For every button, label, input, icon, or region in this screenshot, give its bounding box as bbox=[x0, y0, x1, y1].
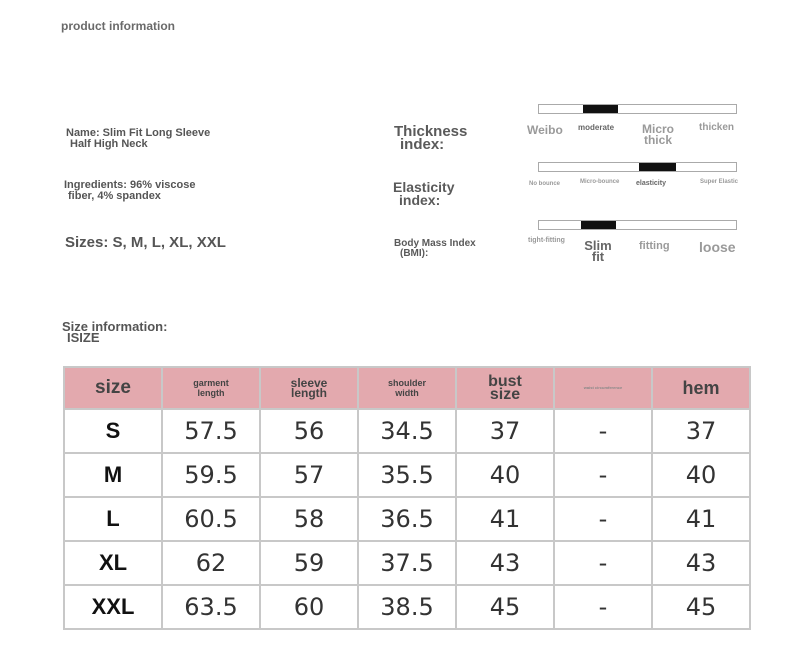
table-cell: - bbox=[554, 541, 652, 585]
thickness-label-line1: Thickness bbox=[394, 123, 468, 140]
thickness-option-thicken: thicken bbox=[699, 122, 735, 133]
table-cell: 40 bbox=[456, 453, 554, 497]
table-cell: 58 bbox=[260, 497, 358, 541]
size-label-cell: S bbox=[64, 409, 162, 453]
table-cell: 59.5 bbox=[162, 453, 260, 497]
elasticity-option-super-elastic: Super Elastic bbox=[700, 179, 739, 185]
size-table bbox=[63, 366, 751, 630]
bmi-scale-marker bbox=[581, 221, 616, 229]
bmi-label bbox=[394, 239, 476, 259]
thickness-option-micro-thick: Micro thick bbox=[641, 122, 674, 147]
table-row bbox=[64, 409, 750, 453]
table-row bbox=[64, 541, 750, 585]
header-hem: hem bbox=[652, 367, 750, 409]
ingredients-line2: fiber, 4% spandex bbox=[68, 190, 161, 202]
table-row bbox=[64, 585, 750, 629]
table-cell: - bbox=[554, 453, 652, 497]
elasticity-label-line1: Elasticity bbox=[393, 179, 455, 195]
thickness-option-moderate: moderate bbox=[578, 123, 615, 132]
table-cell: 45 bbox=[456, 585, 554, 629]
bmi-option-tight-fitting: tight-fitting bbox=[528, 237, 565, 244]
size-label-cell: L bbox=[64, 497, 162, 541]
table-cell: 37 bbox=[456, 409, 554, 453]
table-cell: 37 bbox=[652, 409, 750, 453]
table-cell: - bbox=[554, 497, 652, 541]
table-cell: 45 bbox=[652, 585, 750, 629]
table-row bbox=[64, 453, 750, 497]
table-cell: 57.5 bbox=[162, 409, 260, 453]
elasticity-scale-bar bbox=[538, 162, 737, 172]
size-information-heading bbox=[62, 321, 167, 343]
size-label-cell: M bbox=[64, 453, 162, 497]
page-title: product information bbox=[61, 19, 175, 33]
table-cell: 38.5 bbox=[358, 585, 456, 629]
header-sleeve-length: sleeve length bbox=[260, 367, 358, 409]
table-cell: 62 bbox=[162, 541, 260, 585]
bmi-label-line2: (BMI): bbox=[400, 248, 429, 259]
size-label-cell: XXL bbox=[64, 585, 162, 629]
table-cell: 60 bbox=[260, 585, 358, 629]
header-waist-circumference: waist circumference bbox=[554, 367, 652, 409]
table-cell: 36.5 bbox=[358, 497, 456, 541]
table-row bbox=[64, 497, 750, 541]
table-cell: 37.5 bbox=[358, 541, 456, 585]
product-name-line2: Half High Neck bbox=[70, 138, 148, 150]
elasticity-option-no-bounce: No bounce bbox=[529, 181, 560, 187]
size-label-cell: XL bbox=[64, 541, 162, 585]
table-cell: - bbox=[554, 409, 652, 453]
size-info-line1: Size information: bbox=[62, 319, 168, 334]
elasticity-option-micro-bounce: Micro-bounce bbox=[580, 179, 620, 185]
header-bust-size: bust size bbox=[456, 367, 554, 409]
header-shoulder-width: shoulder width bbox=[358, 367, 456, 409]
bmi-label-line1: Body Mass Index bbox=[394, 238, 476, 249]
ingredients-line1: Ingredients: 96% viscose bbox=[64, 179, 196, 191]
elasticity-label-line2: index: bbox=[399, 192, 441, 208]
table-cell: 40 bbox=[652, 453, 750, 497]
bmi-option-loose: loose bbox=[699, 239, 736, 255]
header-size: size bbox=[64, 367, 162, 409]
table-cell: - bbox=[554, 585, 652, 629]
table-cell: 63.5 bbox=[162, 585, 260, 629]
product-sizes: Sizes: S, M, L, XL, XXL bbox=[65, 234, 226, 251]
thickness-scale-bar bbox=[538, 104, 737, 114]
thickness-index-label bbox=[394, 125, 467, 151]
table-cell: 60.5 bbox=[162, 497, 260, 541]
elasticity-index-label bbox=[393, 181, 454, 207]
elasticity-scale-marker bbox=[639, 163, 676, 171]
product-name bbox=[66, 128, 210, 150]
table-cell: 43 bbox=[456, 541, 554, 585]
size-info-line2: ISIZE bbox=[67, 330, 100, 345]
header-garment-length: garment length bbox=[162, 367, 260, 409]
table-cell: 59 bbox=[260, 541, 358, 585]
table-cell: 35.5 bbox=[358, 453, 456, 497]
bmi-option-slim-fit: Slim fit bbox=[584, 238, 612, 264]
table-cell: 41 bbox=[652, 497, 750, 541]
thickness-label-line2: index: bbox=[400, 136, 445, 153]
table-cell: 43 bbox=[652, 541, 750, 585]
thickness-scale-marker bbox=[583, 105, 618, 113]
product-ingredients bbox=[64, 180, 195, 202]
product-name-line1: Name: Slim Fit Long Sleeve bbox=[66, 127, 211, 139]
table-cell: 41 bbox=[456, 497, 554, 541]
table-cell: 56 bbox=[260, 409, 358, 453]
bmi-option-fitting: fitting bbox=[639, 240, 670, 252]
table-header-row bbox=[64, 367, 750, 409]
elasticity-option-elasticity: elasticity bbox=[636, 180, 666, 187]
bmi-scale-bar bbox=[538, 220, 737, 230]
table-cell: 34.5 bbox=[358, 409, 456, 453]
table-cell: 57 bbox=[260, 453, 358, 497]
thickness-option-weibo: Weibo bbox=[527, 123, 563, 137]
